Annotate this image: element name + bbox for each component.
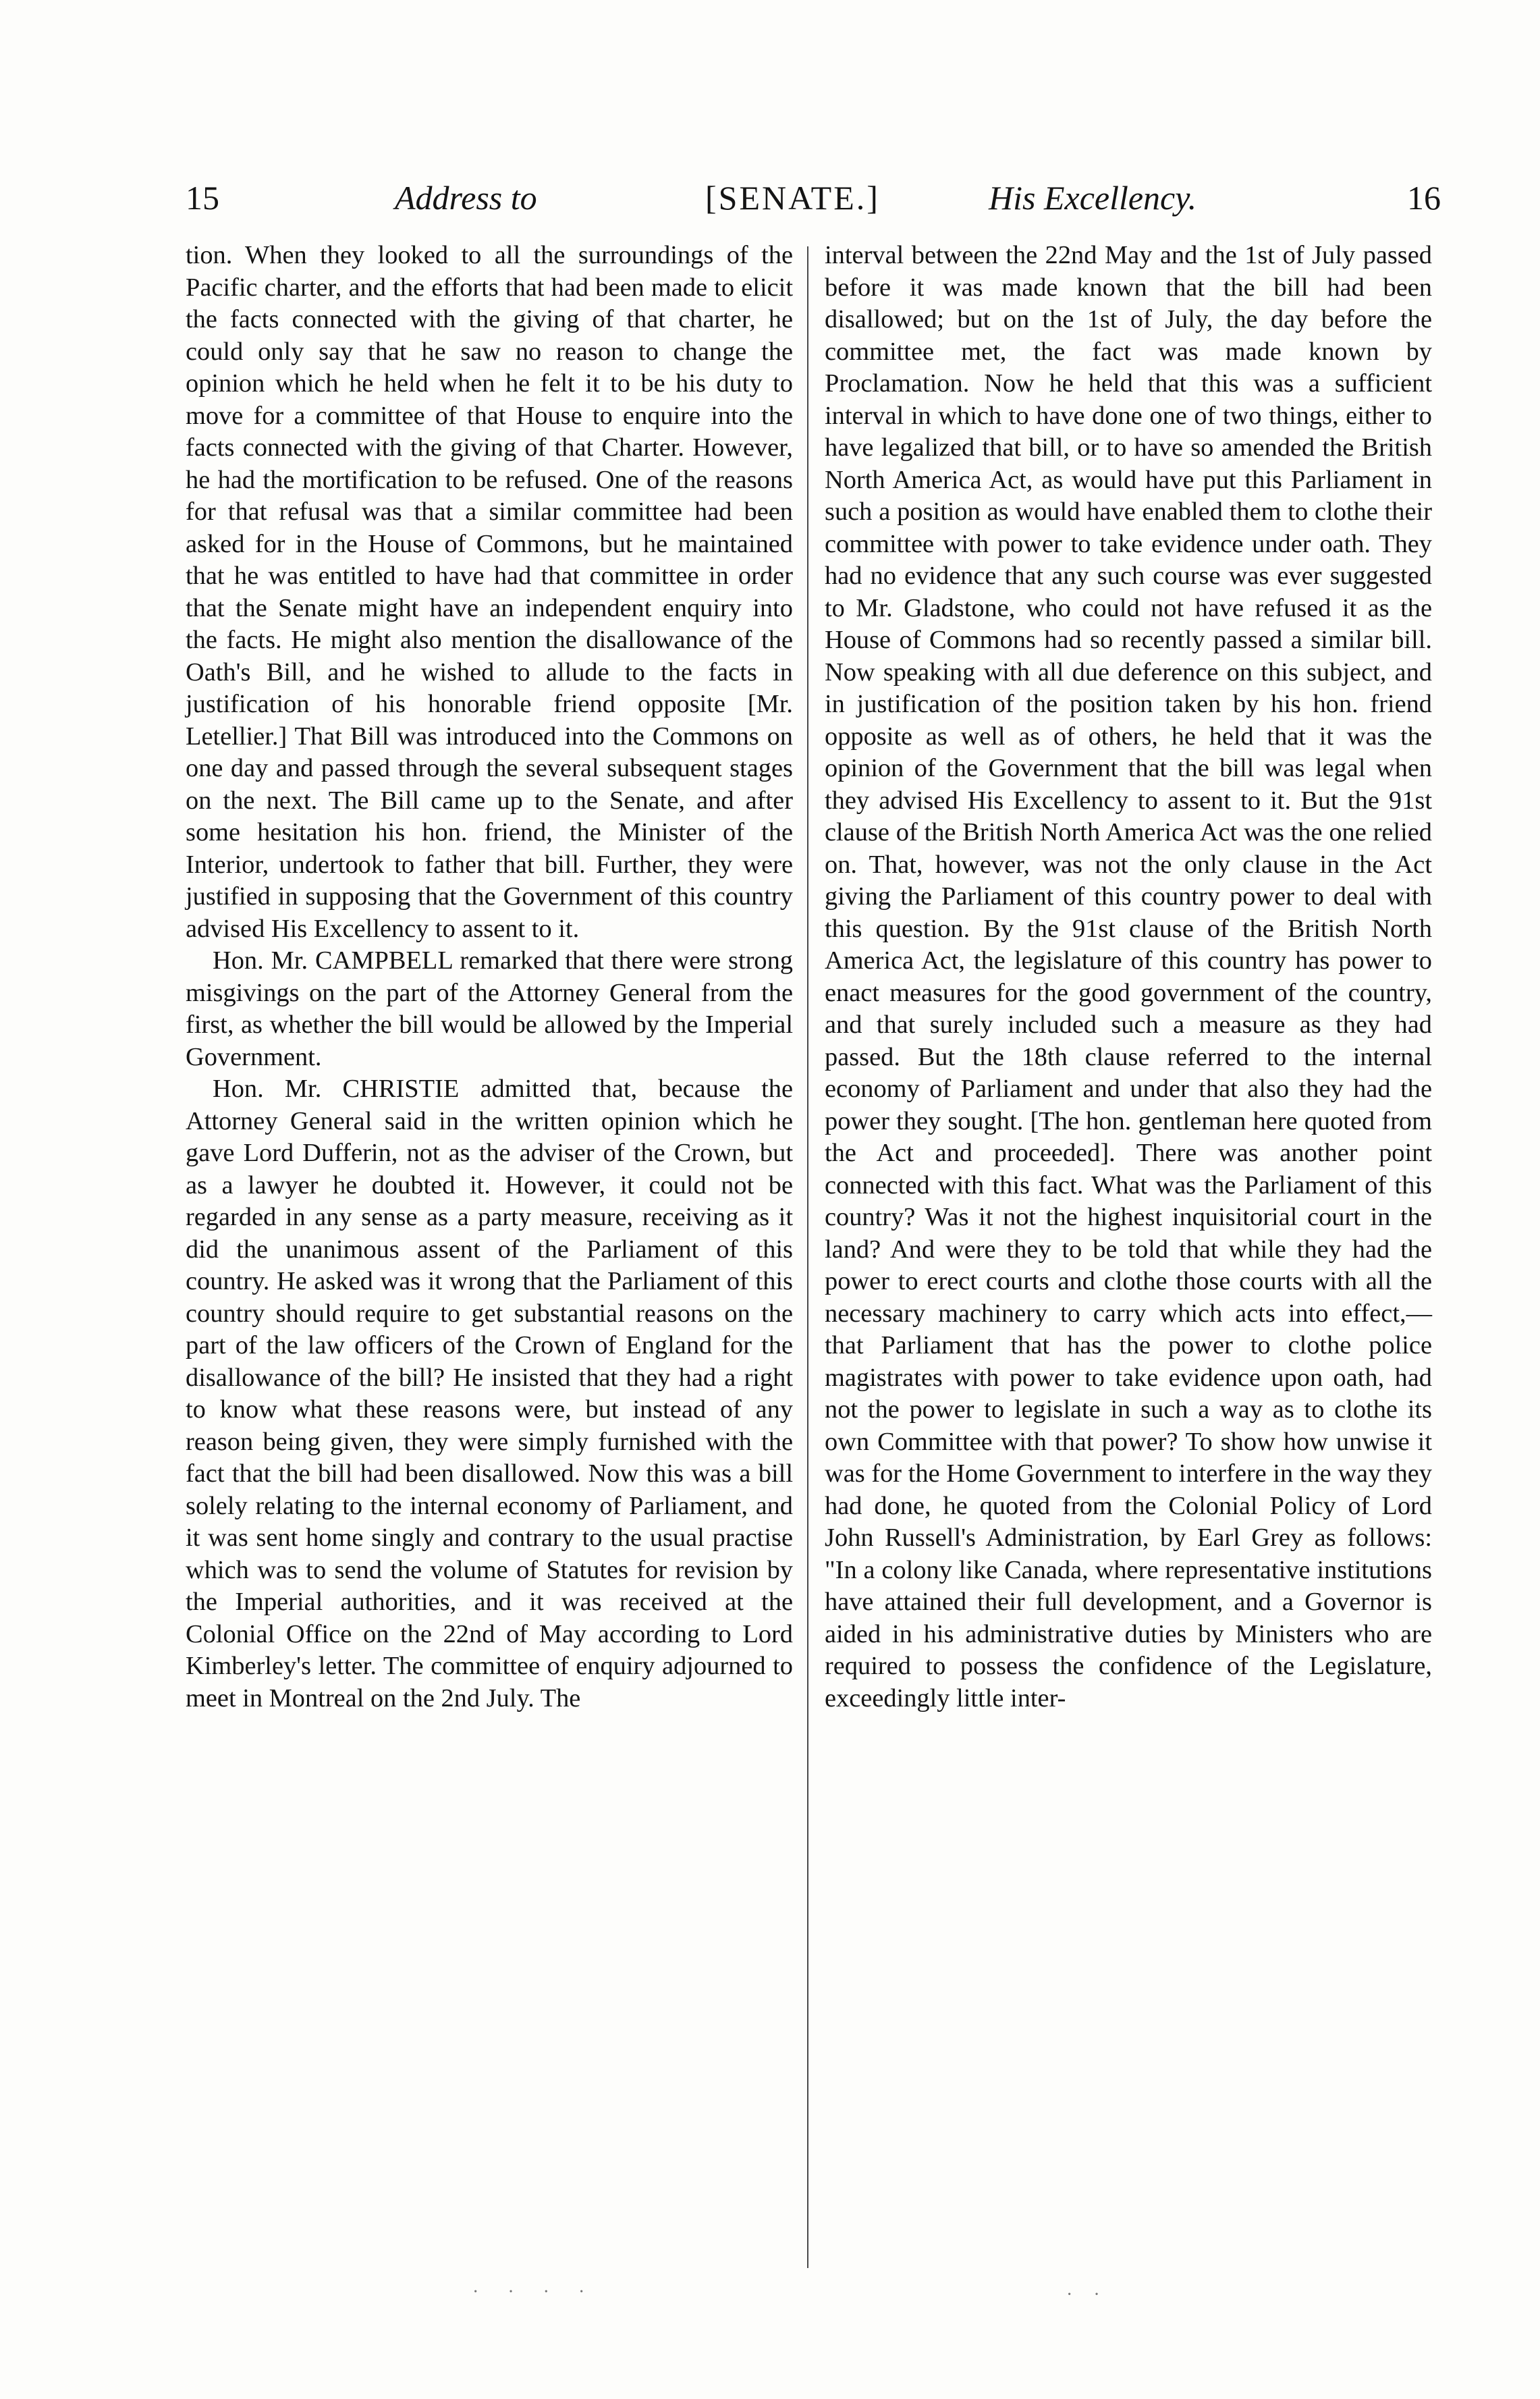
running-header	[186, 167, 1441, 228]
column-divider	[807, 246, 808, 2268]
right-column	[825, 240, 1432, 1715]
left-column	[186, 240, 793, 1715]
paragraph: Hon. Mr. CHRISTIE admitted that, because the Attorney General said in the written opinion which he gave Lord Dufferin, not as the adviser of the Crown, but as a lawyer he doubted it. However, it could not be regarded in any sense as a party measure, receiving as it did the unanimous assent of the Parliament of this country. He asked was it wrong that the Parliament of this country should require to get substantial reasons on the part of the law officers of the Crown of England for the disallowance of the bill? He insisted that they had a right to know what these reasons were, but instead of any reason being given, they were simply furnished with the fact that the bill had been disallowed. Now this was a bill solely relating to the internal economy of Parliament, and it was sent home singly and contrary to the usual practise which was to send the volume of Statutes for revision by the Imperial authorities, and it was received at the Colonial Office on the 22nd of May according to Lord Kimberley's letter. The committee of enquiry adjourned to meet in Montreal on the 2nd July. The	[186, 1075, 793, 1713]
paragraph: interval between the 22nd May and the 1st of July passed before it was made known that the bill had been disallowed; but on the 1st of July, the day before the committee met, the fact was made known by Proclamation. Now he held that this was a sufficient interval in which to have done one of two things, either to have legalized that bill, or to have so amended the British North America Act, as would have put this Parliament in such a position as would have enabled them to clothe their committee with power to take evidence under oath. They had no evidence that any such course was ever suggested to Mr. Gladstone, who could not have refused it as the House of Commons had so recently passed a similar bill. Now speaking with all due deference on this subject, and in justification of the position taken by his hon. friend opposite as well as of others, he held that it was the opinion of the Government that the bill was legal when they advised His Excellency to assent to it. But the 91st clause of the British North America Act was the one relied on. That, however, was not the only clause in the Act giving the Parliament of this country power to deal with this question. By the 91st clause of the British North America Act, the legislature of this country has power to enact measures for the good government of the country, and that surely included such a measure as they had passed. But the 18th clause referred to the internal economy of Parliament and under that also they had the power they sought. [The hon. gentleman here quoted from the Act and proceeded]. There was another point connected with this fact. What was the Parliament of this country? Was it not the highest inquisitorial court in the land? And were they to be told that while they had the power to erect courts and clothe those courts with all the necessary machinery to carry which acts into effect,— that Parliament that has the power to clothe police magistrates with power to take evidence upon oath, had not the power to legislate in such a way as to clothe its own Committee with that power? To show how unwise it was for the Home Government to interfere in the way they had done, he quoted from the Colonial Policy of Lord John Russell's Administration, by Earl Grey as follows: "In a colony like Canada, where representative institutions have attained their full development, and a Governor is aided in his administrative duties by Ministers who are required to possess the confidence of the Legislature, exceedingly little inter-	[825, 241, 1432, 1713]
right-page-number: 16	[1407, 179, 1441, 217]
right-running-title: His Excellency.	[989, 179, 1197, 217]
paragraph: Hon. Mr. CAMPBELL remarked that there were strong misgivings on the part of the Attorney General from the first, as whether the bill would be allowed by the Imperial Government.	[186, 946, 793, 1071]
print-speckles: · ·	[1066, 2284, 1108, 2305]
print-speckles: · · · ·	[472, 2282, 597, 2302]
paragraph: tion. When they looked to all the surroundings of the Pacific charter, and the efforts that had been made to elicit the facts connected with the giving of that charter, he could only say that he saw no reason to change the opinion which he held when he felt it to be his duty to move for a committee of that House to enquire into the facts connected with the giving of that Charter. However, he had the mortification to be refused. One of the reasons for that refusal was that a similar committee had been asked for in the House of Commons, but he maintained that he was entitled to have had that committee in order that the Senate might have an independent enquiry into the facts. He might also mention the disallowance of the Oath's Bill, and he wished to allude to the facts in justification of his honorable friend opposite [Mr. Letellier.] That Bill was introduced into the Commons on one day and passed through the several subsequent stages on the next. The Bill came up to the Senate, and after some hesitation his hon. friend, the Minister of the Interior, undertook to father that bill. Further, they were justified in supposing that the Government of this country advised His Excellency to assent to it.	[186, 241, 793, 943]
left-page-number: 15	[186, 179, 219, 217]
left-running-title: Address to	[395, 179, 537, 217]
section-title: [SENATE.]	[705, 179, 880, 217]
